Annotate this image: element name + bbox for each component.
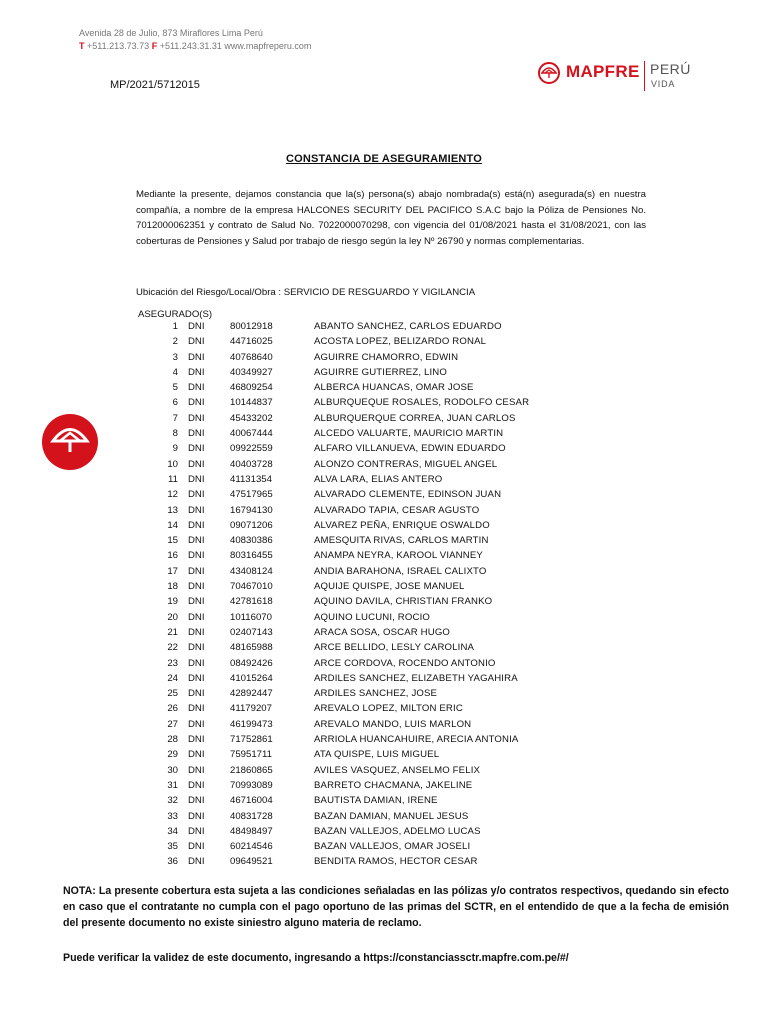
insured-index: 31 xyxy=(167,779,178,791)
insured-row xyxy=(0,503,768,518)
insured-index: 13 xyxy=(167,504,178,516)
insured-row xyxy=(0,380,768,395)
insured-index: 28 xyxy=(167,734,178,746)
insured-name: ALVARADO CLEMENTE, EDINSON JUAN xyxy=(314,489,502,501)
insured-row xyxy=(0,717,768,732)
insured-doc-type: DNI xyxy=(188,581,205,593)
insured-doc-number: 43408124 xyxy=(230,565,273,577)
insured-doc-number: 80316455 xyxy=(230,550,273,562)
insured-doc-number: 40830386 xyxy=(230,535,273,547)
insured-name: AVILES VASQUEZ, ANSELMO FELIX xyxy=(314,764,481,776)
insured-index: 21 xyxy=(167,626,178,638)
insured-index: 15 xyxy=(167,535,178,547)
insured-index: 34 xyxy=(167,825,178,837)
insured-name: AREVALO MANDO, LUIS MARLON xyxy=(314,718,472,730)
insured-doc-type: DNI xyxy=(188,366,205,378)
insured-index: 5 xyxy=(172,382,178,394)
insured-name: AQUINO LUCUNI, ROCIO xyxy=(314,611,431,623)
mapfre-side-umbrella-icon xyxy=(42,414,98,470)
insured-index: 30 xyxy=(167,764,178,776)
insured-name: ALONZO CONTRERAS, MIGUEL ANGEL xyxy=(314,458,498,470)
insured-doc-number: 40831728 xyxy=(230,810,273,822)
insured-name: ALVARADO TAPIA, CESAR AGUSTO xyxy=(314,504,480,516)
insured-index: 22 xyxy=(167,642,178,654)
insured-name: BENDITA RAMOS, HECTOR CESAR xyxy=(314,856,478,868)
insured-index: 24 xyxy=(167,672,178,684)
insured-doc-type: DNI xyxy=(188,626,205,638)
insured-doc-number: 40349927 xyxy=(230,366,273,378)
insured-doc-type: DNI xyxy=(188,611,205,623)
insured-doc-type: DNI xyxy=(188,550,205,562)
insured-doc-type: DNI xyxy=(188,703,205,715)
insured-doc-number: 09922559 xyxy=(230,443,273,455)
insured-doc-number: 09071206 xyxy=(230,519,273,531)
insured-index: 32 xyxy=(167,795,178,807)
insured-doc-type: DNI xyxy=(188,688,205,700)
insured-doc-number: 41131354 xyxy=(230,473,272,485)
insured-doc-number: 40067444 xyxy=(230,428,273,440)
insured-doc-type: DNI xyxy=(188,504,205,516)
insured-row xyxy=(0,426,768,441)
insured-doc-type: DNI xyxy=(188,535,205,547)
insured-index: 17 xyxy=(167,565,178,577)
coverage-note: NOTA: La presente cobertura esta sujeta a las condiciones señaladas en las pólizas y/o contratos respectivos, quedando sin efecto en caso que el contratante no cumpla con el pago oportuno de las primas del SCTR, en el entendido de que a la fecha de emisión del presente documento no existe siniestro alguno materia de reclamo. xyxy=(63,885,729,929)
insured-doc-number: 60214546 xyxy=(230,841,273,853)
phone-label: T xyxy=(79,41,85,51)
risk-location: Ubicación del Riesgo/Local/Obra : SERVICIO DE RESGUARDO Y VIGILANCIA xyxy=(136,287,476,298)
insured-row xyxy=(0,365,768,380)
phone-number: +511.213.73.73 xyxy=(87,41,150,51)
insured-row xyxy=(0,334,768,349)
insured-name: ARDILES SANCHEZ, ELIZABETH YAGAHIRA xyxy=(314,672,518,684)
insured-row xyxy=(0,395,768,410)
insured-row xyxy=(0,610,768,625)
insured-row xyxy=(0,793,768,808)
insured-doc-number: 46199473 xyxy=(230,718,273,730)
insured-row xyxy=(0,824,768,839)
insured-name: AGUIRRE CHAMORRO, EDWIN xyxy=(314,351,459,363)
insured-name: ACOSTA LOPEZ, BELIZARDO RONAL xyxy=(314,336,487,348)
insured-name: BAUTISTA DAMIAN, IRENE xyxy=(314,795,438,807)
insured-name: ALBERCA HUANCAS, OMAR JOSE xyxy=(314,382,474,394)
mapfre-logo xyxy=(538,59,698,95)
logo-country: PERÚ xyxy=(650,61,691,77)
insured-name: ARCE BELLIDO, LESLY CAROLINA xyxy=(314,642,475,654)
insured-name: ARCE CORDOVA, ROCENDO ANTONIO xyxy=(314,657,496,669)
insured-doc-type: DNI xyxy=(188,795,205,807)
insured-row xyxy=(0,763,768,778)
document-title: CONSTANCIA DE ASEGURAMIENTO xyxy=(285,153,483,165)
website-link[interactable]: www.mapfreperu.com xyxy=(224,41,312,51)
insured-doc-number: 42781618 xyxy=(230,596,273,608)
insured-index: 25 xyxy=(167,688,178,700)
insured-name: AQUIJE QUISPE, JOSE MANUEL xyxy=(314,581,465,593)
insured-doc-number: 47517965 xyxy=(230,489,273,501)
insured-doc-type: DNI xyxy=(188,672,205,684)
insured-doc-number: 09649521 xyxy=(230,856,273,868)
insured-doc-number: 40403728 xyxy=(230,458,273,470)
insured-doc-type: DNI xyxy=(188,596,205,608)
insured-row xyxy=(0,487,768,502)
insured-row xyxy=(0,319,768,334)
insured-doc-number: 48165988 xyxy=(230,642,273,654)
insured-index: 19 xyxy=(167,596,178,608)
insured-index: 6 xyxy=(172,397,178,409)
company-address: Avenida 28 de Julio, 873 Miraflores Lima Perú xyxy=(79,28,263,38)
insured-doc-type: DNI xyxy=(188,428,205,440)
insured-doc-number: 44716025 xyxy=(230,336,273,348)
insured-doc-type: DNI xyxy=(188,382,205,394)
insured-doc-number: 10116070 xyxy=(230,611,272,623)
insured-doc-number: 41015264 xyxy=(230,672,273,684)
insured-row xyxy=(0,533,768,548)
insured-index: 4 xyxy=(172,366,178,378)
insured-doc-number: 02407143 xyxy=(230,626,273,638)
insured-name: ABANTO SANCHEZ, CARLOS EDUARDO xyxy=(314,321,502,332)
insured-name: AQUINO DAVILA, CHRISTIAN FRANKO xyxy=(314,596,493,608)
fax-number: +511.243.31.31 xyxy=(159,41,222,51)
insured-doc-type: DNI xyxy=(188,642,205,654)
insured-doc-type: DNI xyxy=(188,749,205,761)
logo-divider xyxy=(644,61,645,91)
insured-doc-type: DNI xyxy=(188,764,205,776)
insured-row xyxy=(0,656,768,671)
insured-doc-type: DNI xyxy=(188,458,205,470)
insured-row xyxy=(0,564,768,579)
insured-name: ALBURQUEQUE ROSALES, RODOLFO CESAR xyxy=(314,397,530,409)
insured-doc-number: 42892447 xyxy=(230,688,273,700)
insured-index: 23 xyxy=(167,657,178,669)
insured-index: 1 xyxy=(172,321,178,332)
insured-name: ANDIA BARAHONA, ISRAEL CALIXTO xyxy=(314,565,487,577)
insured-row xyxy=(0,625,768,640)
insured-row xyxy=(0,671,768,686)
insured-index: 3 xyxy=(172,351,178,363)
insured-name: ALVA LARA, ELIAS ANTERO xyxy=(314,473,443,485)
insured-row xyxy=(0,411,768,426)
insured-doc-type: DNI xyxy=(188,810,205,822)
insured-row xyxy=(0,809,768,824)
insured-doc-number: 46716004 xyxy=(230,795,273,807)
company-contacts xyxy=(79,40,311,53)
insured-name: ARRIOLA HUANCAHUIRE, ARECIA ANTONIA xyxy=(314,734,519,746)
insured-doc-number: 10144837 xyxy=(230,397,273,409)
insured-index: 16 xyxy=(167,550,178,562)
insured-row xyxy=(0,594,768,609)
insured-list xyxy=(0,319,768,870)
insured-index: 7 xyxy=(172,412,178,424)
insured-row xyxy=(0,579,768,594)
insured-doc-type: DNI xyxy=(188,397,205,409)
insured-name: AREVALO LOPEZ, MILTON ERIC xyxy=(314,703,463,715)
insured-index: 29 xyxy=(167,749,178,761)
insured-doc-type: DNI xyxy=(188,519,205,531)
insured-index: 8 xyxy=(172,428,178,440)
company-address-block xyxy=(79,27,311,53)
insured-row xyxy=(0,747,768,762)
insured-index: 12 xyxy=(167,489,178,501)
insured-name: ALFARO VILLANUEVA, EDWIN EDUARDO xyxy=(314,443,506,455)
insured-name: ARDILES SANCHEZ, JOSE xyxy=(314,688,438,700)
insured-name: ALBURQUERQUE CORREA, JUAN CARLOS xyxy=(314,412,516,424)
insured-row xyxy=(0,778,768,793)
insured-doc-type: DNI xyxy=(188,718,205,730)
insured-doc-type: DNI xyxy=(188,351,205,363)
insured-row xyxy=(0,839,768,854)
document-reference: MP/2021/5712015 xyxy=(110,79,200,91)
insured-name: ARACA SOSA, OSCAR HUGO xyxy=(314,626,451,638)
insured-name: AGUIRRE GUTIERREZ, LINO xyxy=(314,366,447,378)
document-body: Mediante la presente, dejamos constancia que la(s) persona(s) abajo nombrada(s) está(n) asegurada(s) en nuestra compañía, a nombre de la empresa HALCONES SECURITY DEL PACIFICO S.A.C bajo la Póliza de Pensiones No. 7012000062351 y contrato de Salud No. 7022000070298, con vigencia del 01/08/2021 hasta el 31/08/2021, con las coberturas de Pensiones y Salud por trabajo de riesgo según la ley Nº 26790 y normas complementarias. xyxy=(136,189,646,247)
insured-doc-number: 45433202 xyxy=(230,412,273,424)
insured-doc-type: DNI xyxy=(188,336,205,348)
insured-row xyxy=(0,518,768,533)
insured-doc-type: DNI xyxy=(188,489,205,501)
insured-name: BAZAN VALLEJOS, ADELMO LUCAS xyxy=(314,825,481,837)
insured-row xyxy=(0,350,768,365)
insured-row xyxy=(0,457,768,472)
insured-doc-type: DNI xyxy=(188,734,205,746)
insured-index: 26 xyxy=(167,703,178,715)
insured-row xyxy=(0,732,768,747)
insured-doc-number: 16794130 xyxy=(230,504,273,516)
insured-doc-type: DNI xyxy=(188,443,205,455)
insured-name: AMESQUITA RIVAS, CARLOS MARTIN xyxy=(314,535,489,547)
insured-name: BARRETO CHACMANA, JAKELINE xyxy=(314,779,473,791)
insured-name: BAZAN DAMIAN, MANUEL JESUS xyxy=(314,810,469,822)
insured-row xyxy=(0,686,768,701)
insured-doc-type: DNI xyxy=(188,841,205,853)
fax-label: F xyxy=(151,41,158,51)
insured-doc-number: 21860865 xyxy=(230,764,273,776)
insured-row xyxy=(0,548,768,563)
insured-doc-number: 41179207 xyxy=(230,703,272,715)
insured-doc-number: 75951711 xyxy=(230,749,272,761)
insured-index: 14 xyxy=(167,519,178,531)
insured-row xyxy=(0,640,768,655)
insured-index: 35 xyxy=(167,841,178,853)
insured-doc-number: 40768640 xyxy=(230,351,273,363)
insured-row xyxy=(0,472,768,487)
insured-index: 20 xyxy=(167,611,178,623)
insured-index: 10 xyxy=(167,458,178,470)
insured-doc-number: 08492426 xyxy=(230,657,273,669)
insured-doc-type: DNI xyxy=(188,565,205,577)
verification-note: Puede verificar la validez de este documento, ingresando a https://constanciassctr.mapfre.com.pe/#/ xyxy=(63,952,569,964)
insured-index: 27 xyxy=(167,718,178,730)
insured-doc-number: 80012918 xyxy=(230,321,273,332)
insured-row xyxy=(0,441,768,456)
insured-doc-type: DNI xyxy=(188,825,205,837)
insured-name: BAZAN VALLEJOS, OMAR JOSELI xyxy=(314,841,471,853)
insured-doc-type: DNI xyxy=(188,657,205,669)
insured-name: ALVAREZ PEÑA, ENRIQUE OSWALDO xyxy=(314,519,490,531)
insured-index: 2 xyxy=(172,336,178,348)
insured-doc-number: 48498497 xyxy=(230,825,273,837)
logo-line: VIDA xyxy=(651,79,676,89)
insured-name: ANAMPA NEYRA, KAROOL VIANNEY xyxy=(314,550,483,562)
insured-doc-number: 46809254 xyxy=(230,382,273,394)
insured-header: ASEGURADO(S) xyxy=(138,309,213,320)
insured-doc-type: DNI xyxy=(188,412,205,424)
insured-index: 9 xyxy=(172,443,178,455)
insured-doc-number: 71752861 xyxy=(230,734,273,746)
insured-doc-type: DNI xyxy=(188,473,205,485)
logo-brand: MAPFRE xyxy=(566,62,640,81)
mapfre-umbrella-icon xyxy=(538,62,560,84)
insured-doc-number: 70467010 xyxy=(230,581,273,593)
insured-doc-type: DNI xyxy=(188,321,205,332)
insured-row xyxy=(0,701,768,716)
insured-row xyxy=(0,854,768,869)
insured-index: 36 xyxy=(167,856,178,868)
insured-doc-number: 70993089 xyxy=(230,779,273,791)
insured-name: ATA QUISPE, LUIS MIGUEL xyxy=(314,749,440,761)
insured-name: ALCEDO VALUARTE, MAURICIO MARTIN xyxy=(314,428,504,440)
insured-index: 11 xyxy=(168,473,178,485)
insured-doc-type: DNI xyxy=(188,779,205,791)
insured-doc-type: DNI xyxy=(188,856,205,868)
insured-index: 33 xyxy=(167,810,178,822)
insured-index: 18 xyxy=(167,581,178,593)
